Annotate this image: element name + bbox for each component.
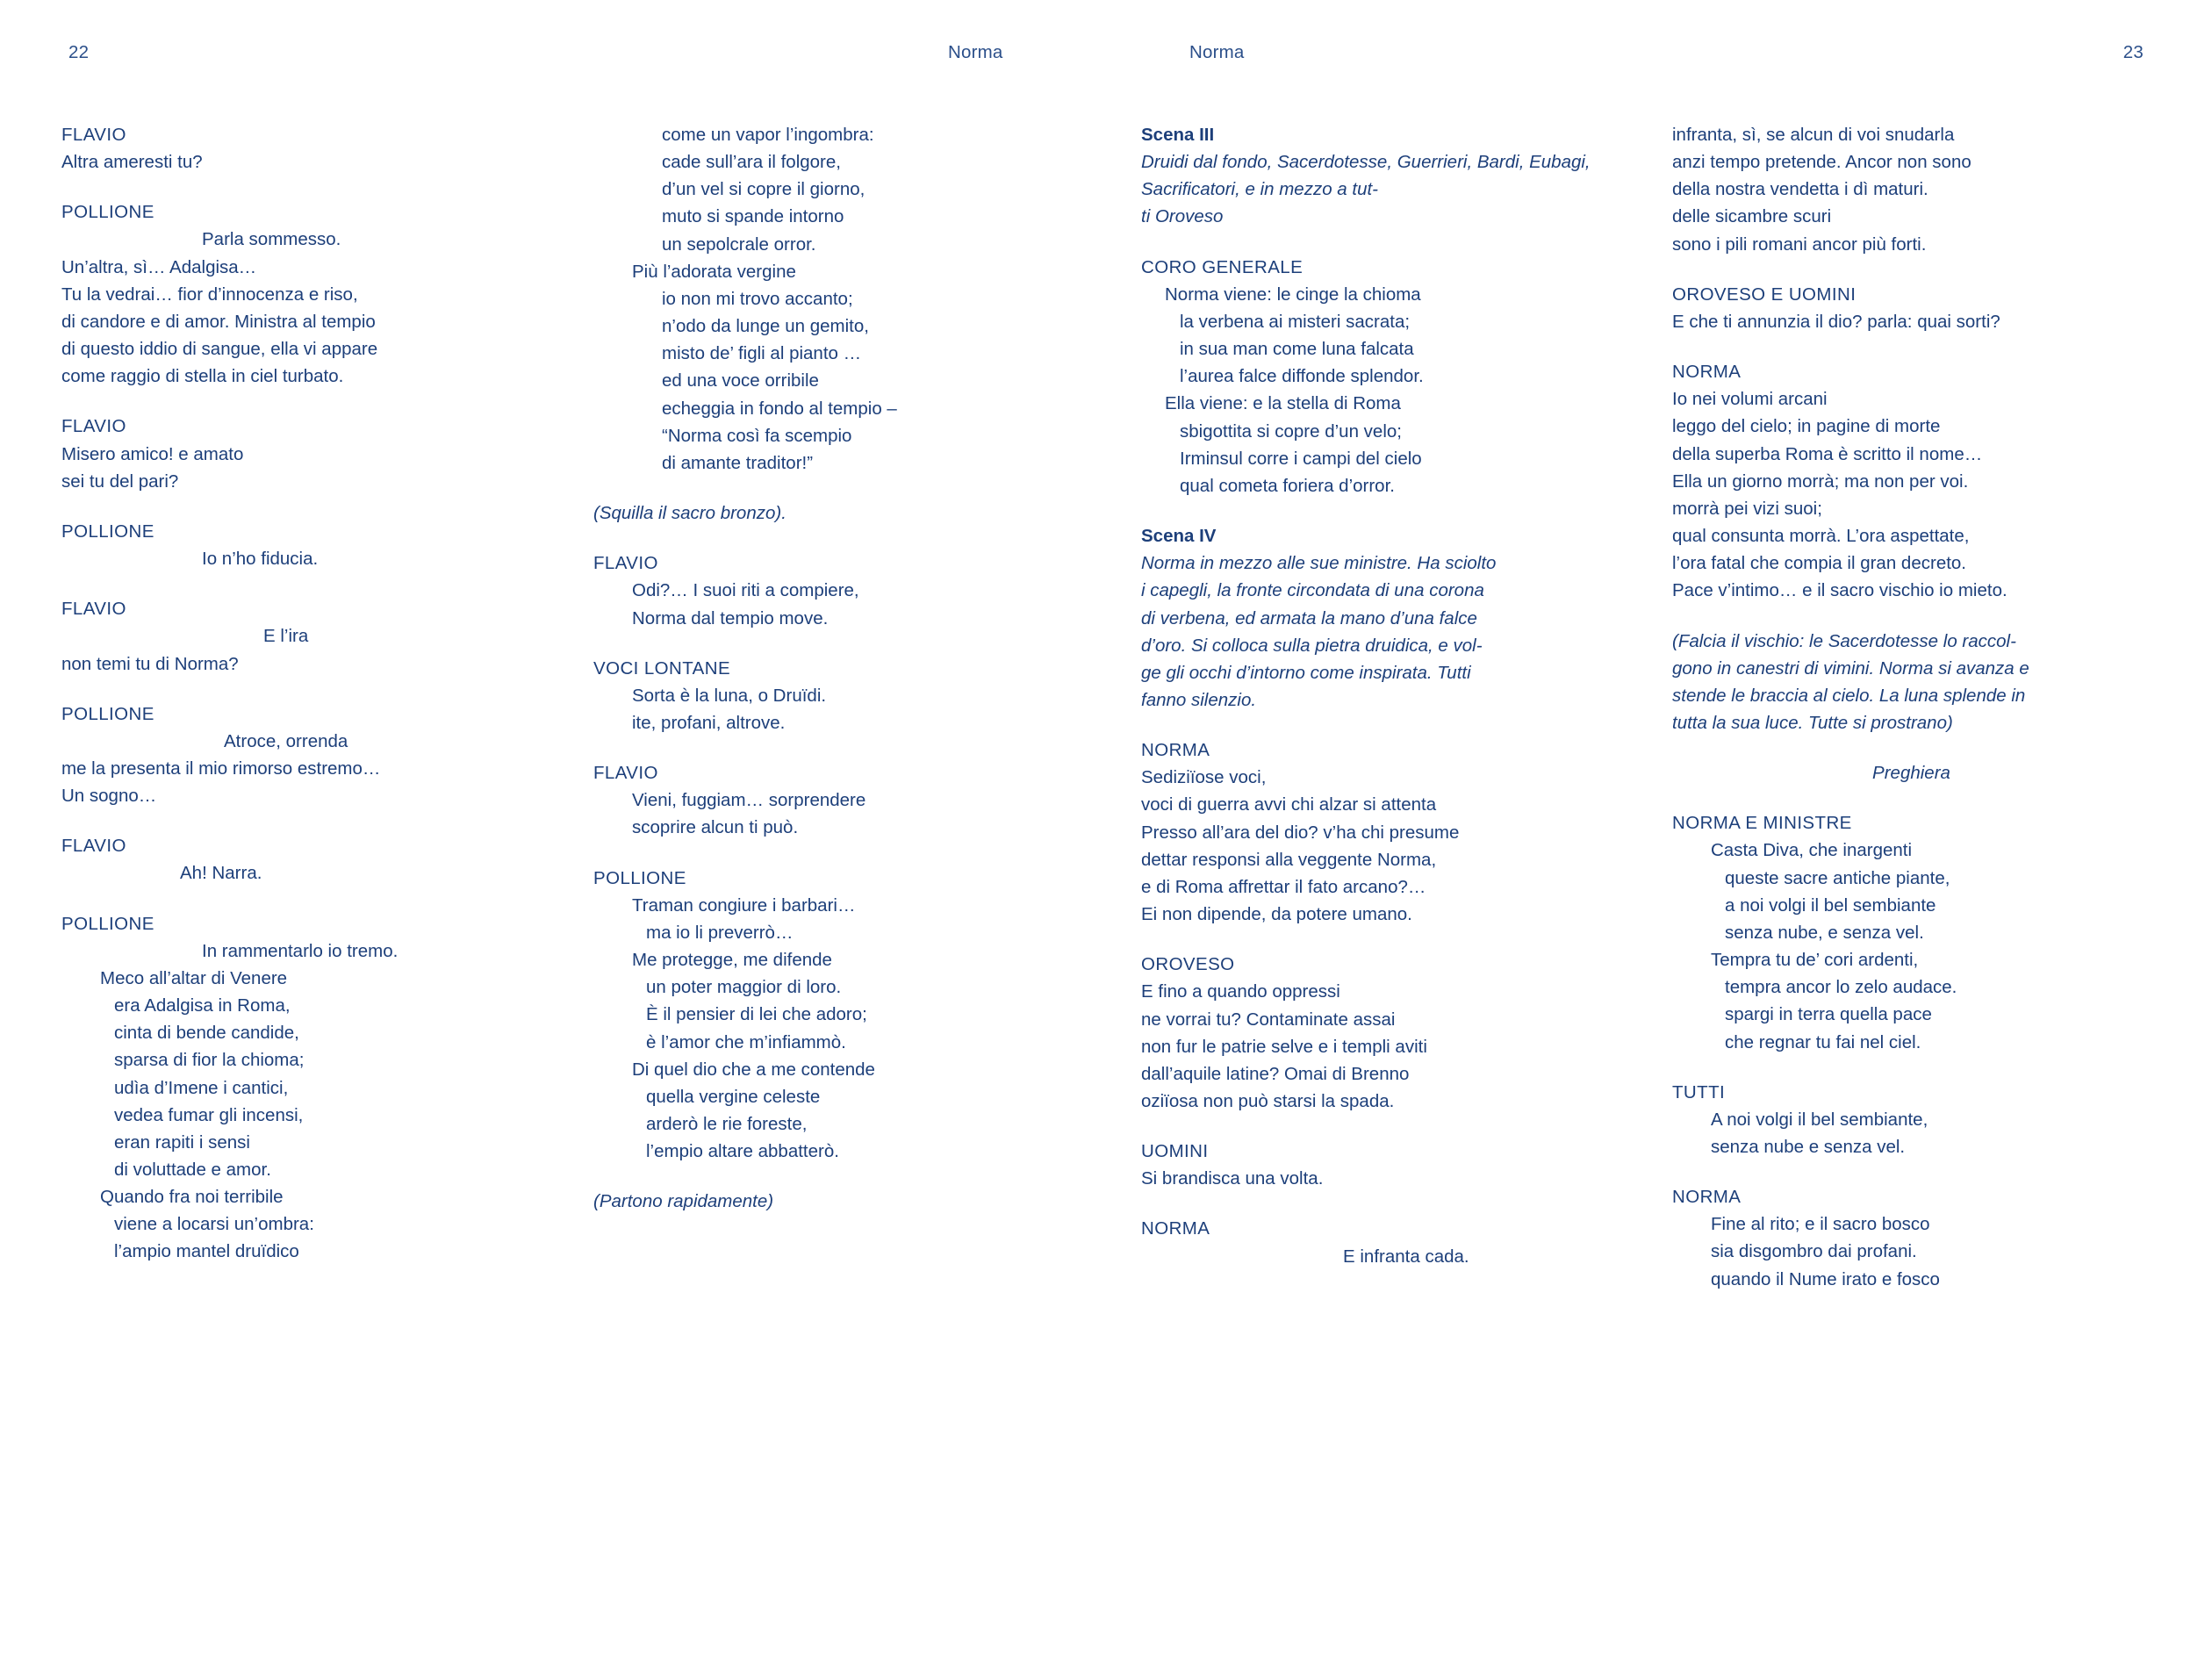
verse-line: anzi tempo pretende. Ancor non sono: [1672, 152, 1971, 173]
verse-line: E fino a quando oppressi: [1141, 981, 1340, 1002]
verse-line: l’empio altare abbatterò.: [646, 1141, 839, 1162]
text-block: [1141, 951, 1620, 1115]
verse-line: sparsa di fior la chioma;: [114, 1050, 305, 1071]
text-block: [593, 655, 1071, 736]
verse-line: senza nube, e senza vel.: [1725, 922, 1924, 943]
verse-line: di candore e di amor. Ministra al tempio: [61, 311, 376, 332]
verse-line: dettar responsi alla veggente Norma,: [1141, 849, 1437, 870]
stage-direction-line: gono in canestri di vimini. Norma si avanza e: [1672, 657, 2029, 679]
verse-line: In rammentarlo io tremo.: [202, 940, 399, 961]
section-label: Preghiera: [1872, 763, 1950, 784]
verse-line: Vieni, fuggiam… sorprendere: [632, 790, 866, 811]
right-running-head: [1141, 42, 2151, 84]
verse-line: non fur le patrie selve e i templi aviti: [1141, 1036, 1427, 1057]
speaker-name: POLLIONE: [593, 867, 686, 888]
stage-direction-line: fanno silenzio.: [1141, 689, 1257, 710]
verse-line: Fine al rito; e il sacro bosco: [1711, 1214, 1930, 1235]
verse-line: infranta, sì, se alcun di voi snudarla: [1672, 125, 1955, 145]
verse-line: ite, profani, altrove.: [632, 712, 786, 733]
left-running-head: [61, 42, 1071, 84]
verse-line: un sepolcrale orror.: [662, 233, 816, 255]
verse-line: quella vergine celeste: [646, 1086, 821, 1107]
verse-line: delle sicambre scuri: [1672, 206, 1832, 227]
text-block: [1672, 121, 2151, 258]
speaker-name: FLAVIO: [593, 763, 658, 784]
verse-line: Un sogno…: [61, 786, 157, 807]
verse-line: vedea fumar gli incensi,: [114, 1104, 304, 1125]
text-block: [1672, 628, 2151, 737]
speaker-name: FLAVIO: [593, 553, 658, 574]
verse-line: Casta Diva, che inargenti: [1711, 840, 1913, 861]
verse-line: sono i pili romani ancor più forti.: [1672, 233, 1927, 255]
verse-line: d’un vel si copre il giorno,: [662, 179, 865, 200]
verse-line: Un’altra, sì… Adalgisa…: [61, 256, 257, 277]
verse-line: Si brandisca una volta.: [1141, 1168, 1324, 1189]
verse-line: misto de’ figli al pianto …: [662, 343, 862, 364]
text-block: [593, 865, 1071, 1166]
right-column-1: [1141, 121, 1620, 1293]
verse-line: Parla sommesso.: [202, 229, 341, 250]
verse-line: come un vapor l’ingombra:: [662, 125, 874, 145]
text-block: [61, 121, 539, 176]
right-page-number: 23: [2122, 42, 2144, 62]
speaker-name: POLLIONE: [61, 703, 154, 724]
verse-line: Tu la vedrai… fior d’innocenza e riso,: [61, 284, 358, 305]
verse-line: E che ti annunzia il dio? parla: quai sorti?: [1672, 311, 2000, 332]
verse-line: morrà pei vizi suoi;: [1672, 498, 1822, 519]
verse-line: che regnar tu fai nel ciel.: [1725, 1031, 1921, 1052]
verse-line: tempra ancor lo zelo audace.: [1725, 977, 1957, 998]
verse-line: di voluttade e amor.: [114, 1160, 271, 1180]
text-block: [593, 121, 1071, 477]
verse-line: l’ampio mantel druïdico: [114, 1241, 299, 1262]
text-block: [1672, 358, 2151, 604]
verse-line: Norma dal tempio move.: [632, 607, 829, 628]
verse-line: oziïosa non può starsi la spada.: [1141, 1091, 1395, 1111]
verse-line: non temi tu di Norma?: [61, 653, 239, 674]
verse-line: E l’ira: [263, 626, 309, 647]
verse-line: cinta di bende candide,: [114, 1023, 299, 1044]
verse-line: sei tu del pari?: [61, 470, 179, 492]
verse-line: e di Roma affrettar il fato arcano?…: [1141, 876, 1426, 897]
scene-heading: Scena III: [1141, 125, 1215, 145]
speaker-name: FLAVIO: [61, 599, 126, 620]
verse-line: voci di guerra avvi chi alzar si attenta: [1141, 794, 1437, 815]
verse-line: qual consunta morrà. L’ora aspettate,: [1672, 526, 1970, 547]
verse-line: Irminsul corre i campi del cielo: [1180, 448, 1422, 469]
verse-line: Io n’ho fiducia.: [202, 549, 319, 570]
verse-line: me la presenta il mio rimorso estremo…: [61, 758, 381, 779]
verse-line: a noi volgi il bel sembiante: [1725, 894, 1936, 916]
speaker-name: FLAVIO: [61, 836, 126, 857]
stage-direction-line: ge gli occhi d’intorno come inspirata. Tutti: [1141, 662, 1471, 683]
verse-line: leggo del cielo; in pagine di morte: [1672, 416, 1941, 437]
left-column-1: [61, 121, 539, 1266]
text-block: [1672, 1079, 2151, 1160]
verse-line: udìa d’Imene i cantici,: [114, 1077, 289, 1098]
verse-line: come raggio di stella in ciel turbato.: [61, 366, 344, 387]
right-running-title: Norma: [1189, 42, 1245, 62]
text-block: [1141, 522, 1620, 714]
verse-line: cade sull’ara il folgore,: [662, 152, 841, 173]
verse-line: la verbena ai misteri sacrata;: [1180, 311, 1411, 332]
text-block: [61, 413, 539, 494]
stage-direction-line: ti Oroveso: [1141, 206, 1224, 227]
text-block: [593, 1188, 1071, 1215]
verse-line: Atroce, orrenda: [224, 730, 348, 751]
verse-line: Pace v’intimo… e il sacro vischio io mieto.: [1672, 580, 2007, 601]
verse-line: spargi in terra quella pace: [1725, 1004, 1932, 1025]
verse-line: ne vorrai tu? Contaminate assai: [1141, 1009, 1396, 1030]
stage-direction-line: tutta la sua luce. Tutte si prostrano): [1672, 712, 1953, 733]
verse-line: A noi volgi il bel sembiante,: [1711, 1109, 1928, 1130]
verse-line: scoprire alcun ti può.: [632, 817, 799, 838]
verse-line: ed una voce orribile: [662, 370, 819, 391]
verse-line: ma io li preverrò…: [646, 922, 794, 943]
verse-line: È il pensier di lei che adoro;: [646, 1004, 867, 1025]
speaker-name: FLAVIO: [61, 125, 126, 145]
verse-line: Io nei volumi arcani: [1672, 389, 1828, 410]
left-page-number: 22: [68, 42, 90, 62]
verse-line: Sorta è la luna, o Druïdi.: [632, 685, 827, 706]
verse-line: quando il Nume irato e fosco: [1711, 1268, 1940, 1289]
text-block: [61, 832, 539, 887]
verse-line: Traman congiure i barbari…: [632, 894, 856, 916]
text-block: [593, 499, 1071, 527]
left-column-2: [593, 121, 1071, 1266]
verse-line: Odi?… I suoi riti a compiere,: [632, 580, 859, 601]
verse-line: Presso all’ara del dio? v’ha chi presume: [1141, 822, 1460, 843]
text-block: [61, 700, 539, 810]
stage-direction-line: di verbena, ed armata la mano d’una falce: [1141, 607, 1477, 628]
stage-direction: [1141, 549, 1620, 714]
speaker-name: POLLIONE: [61, 913, 154, 934]
speaker-name: OROVESO E UOMINI: [1672, 284, 1856, 305]
speaker-name: NORMA E MINISTRE: [1672, 813, 1852, 834]
text-block: [1141, 736, 1620, 928]
text-block: [1672, 1183, 2151, 1293]
speaker-name: CORO GENERALE: [1141, 256, 1304, 277]
verse-line: di questo iddio di sangue, ella vi appare: [61, 339, 378, 360]
verse-line: “Norma così fa scempio: [662, 425, 852, 446]
verse-line: qual cometa foriera d’orror.: [1180, 475, 1395, 496]
verse-line: Ei non dipende, da potere umano.: [1141, 904, 1412, 925]
right-column-2: [1672, 121, 2151, 1293]
speaker-name: TUTTI: [1672, 1081, 1726, 1102]
stage-direction-line: d’oro. Si colloca sulla pietra druidica, e vol-: [1141, 635, 1483, 656]
text-block: [61, 198, 539, 390]
verse-line: Misero amico! e amato: [61, 443, 244, 464]
verse-line: E infranta cada.: [1343, 1246, 1469, 1267]
verse-line: viene a locarsi un’ombra:: [114, 1214, 314, 1235]
verse-line: n’odo da lunge un gemito,: [662, 316, 869, 337]
left-columns: [61, 121, 1071, 1266]
verse-line: l’aurea falce diffonde splendor.: [1180, 366, 1424, 387]
text-block: [61, 595, 539, 677]
verse-line: Di quel dio che a me contende: [632, 1059, 875, 1080]
text-block: [1672, 809, 2151, 1055]
verse-line: Ah! Narra.: [180, 863, 262, 884]
verse-line: Più l’adorata vergine: [632, 261, 796, 282]
scene-heading: Scena IV: [1141, 526, 1217, 547]
verse-line: è l’amor che m’infiammò.: [646, 1031, 846, 1052]
verse-line: queste sacre antiche piante,: [1725, 867, 1950, 888]
speaker-name: OROVESO: [1141, 954, 1235, 975]
verse-line: arderò le rie foreste,: [646, 1114, 808, 1134]
verse-line: Meco all’altar di Venere: [100, 967, 288, 988]
verse-line: Norma viene: le cinge la chioma: [1165, 284, 1421, 305]
stage-direction: [593, 1188, 1071, 1215]
stage-direction-line: (Squilla il sacro bronzo).: [593, 503, 786, 524]
stage-direction-line: i capegli, la fronte circondata di una corona: [1141, 580, 1484, 601]
text-block: [1672, 281, 2151, 335]
stage-direction: [1141, 148, 1620, 230]
speaker-name: VOCI LONTANE: [593, 657, 731, 679]
verse-line: Me protegge, me difende: [632, 950, 832, 971]
stage-direction-line: Druidi dal fondo, Sacerdotesse, Guerrieri, Bardi, Eubagi, Sacrificatori, e in mezzo a tut-: [1141, 152, 1591, 200]
stage-direction: [1672, 628, 2151, 737]
verse-line: io non mi trovo accanto;: [662, 288, 853, 309]
verse-line: eran rapiti i sensi: [114, 1131, 250, 1153]
text-block: [1141, 1215, 1620, 1269]
verse-line: Ella viene: e la stella di Roma: [1165, 393, 1401, 414]
verse-line: era Adalgisa in Roma,: [114, 995, 291, 1016]
speaker-name: NORMA: [1672, 362, 1742, 383]
stage-direction: [593, 499, 1071, 527]
text-block: [61, 518, 539, 572]
verse-line: dall’aquile latine? Omai di Brenno: [1141, 1063, 1410, 1084]
speaker-name: FLAVIO: [61, 416, 126, 437]
speaker-name: POLLIONE: [61, 521, 154, 542]
text-block: [1141, 121, 1620, 231]
speaker-name: POLLIONE: [61, 202, 154, 223]
text-block: [1141, 254, 1620, 499]
verse-line: Sediziïose voci,: [1141, 767, 1267, 788]
stage-direction-line: Norma in mezzo alle sue ministre. Ha sciolto: [1141, 553, 1497, 574]
stage-direction-line: (Falcia il vischio: le Sacerdotesse lo raccol-: [1672, 630, 2016, 651]
verse-line: un poter maggior di loro.: [646, 977, 842, 998]
verse-line: senza nube e senza vel.: [1711, 1137, 1906, 1157]
text-block: [61, 910, 539, 1266]
verse-line: Ella un giorno morrà; ma non per voi.: [1672, 470, 1969, 492]
text-block: [1672, 759, 2151, 786]
verse-line: sia disgombro dai profani.: [1711, 1241, 1917, 1262]
speaker-name: UOMINI: [1141, 1141, 1209, 1162]
verse-line: di amante traditor!”: [662, 452, 814, 473]
verse-line: della nostra vendetta i dì maturi.: [1672, 179, 1928, 200]
text-block: [593, 549, 1071, 631]
speaker-name: NORMA: [1141, 1218, 1210, 1239]
text-block: [593, 759, 1071, 841]
left-running-title: Norma: [948, 42, 1003, 62]
speaker-name: NORMA: [1672, 1187, 1742, 1208]
verse-line: echeggia in fondo al tempio –: [662, 398, 897, 419]
verse-line: Quando fra noi terribile: [100, 1187, 284, 1208]
verse-line: muto si spande intorno: [662, 206, 844, 227]
verse-line: Altra ameresti tu?: [61, 152, 203, 173]
right-page: [1106, 0, 2212, 1659]
verse-line: Tempra tu de’ cori ardenti,: [1711, 950, 1919, 971]
stage-direction-line: stende le braccia al cielo. La luna splende in: [1672, 685, 2026, 706]
speaker-name: NORMA: [1141, 740, 1210, 761]
stage-direction-line: (Partono rapidamente): [593, 1191, 774, 1212]
right-columns: [1141, 121, 2151, 1293]
verse-line: in sua man come luna falcata: [1180, 339, 1414, 360]
verse-line: l’ora fatal che compia il gran decreto.: [1672, 553, 1967, 574]
text-block: [1141, 1138, 1620, 1192]
verse-line: sbigottita si copre d’un velo;: [1180, 420, 1402, 442]
verse-line: della superba Roma è scritto il nome…: [1672, 443, 1983, 464]
